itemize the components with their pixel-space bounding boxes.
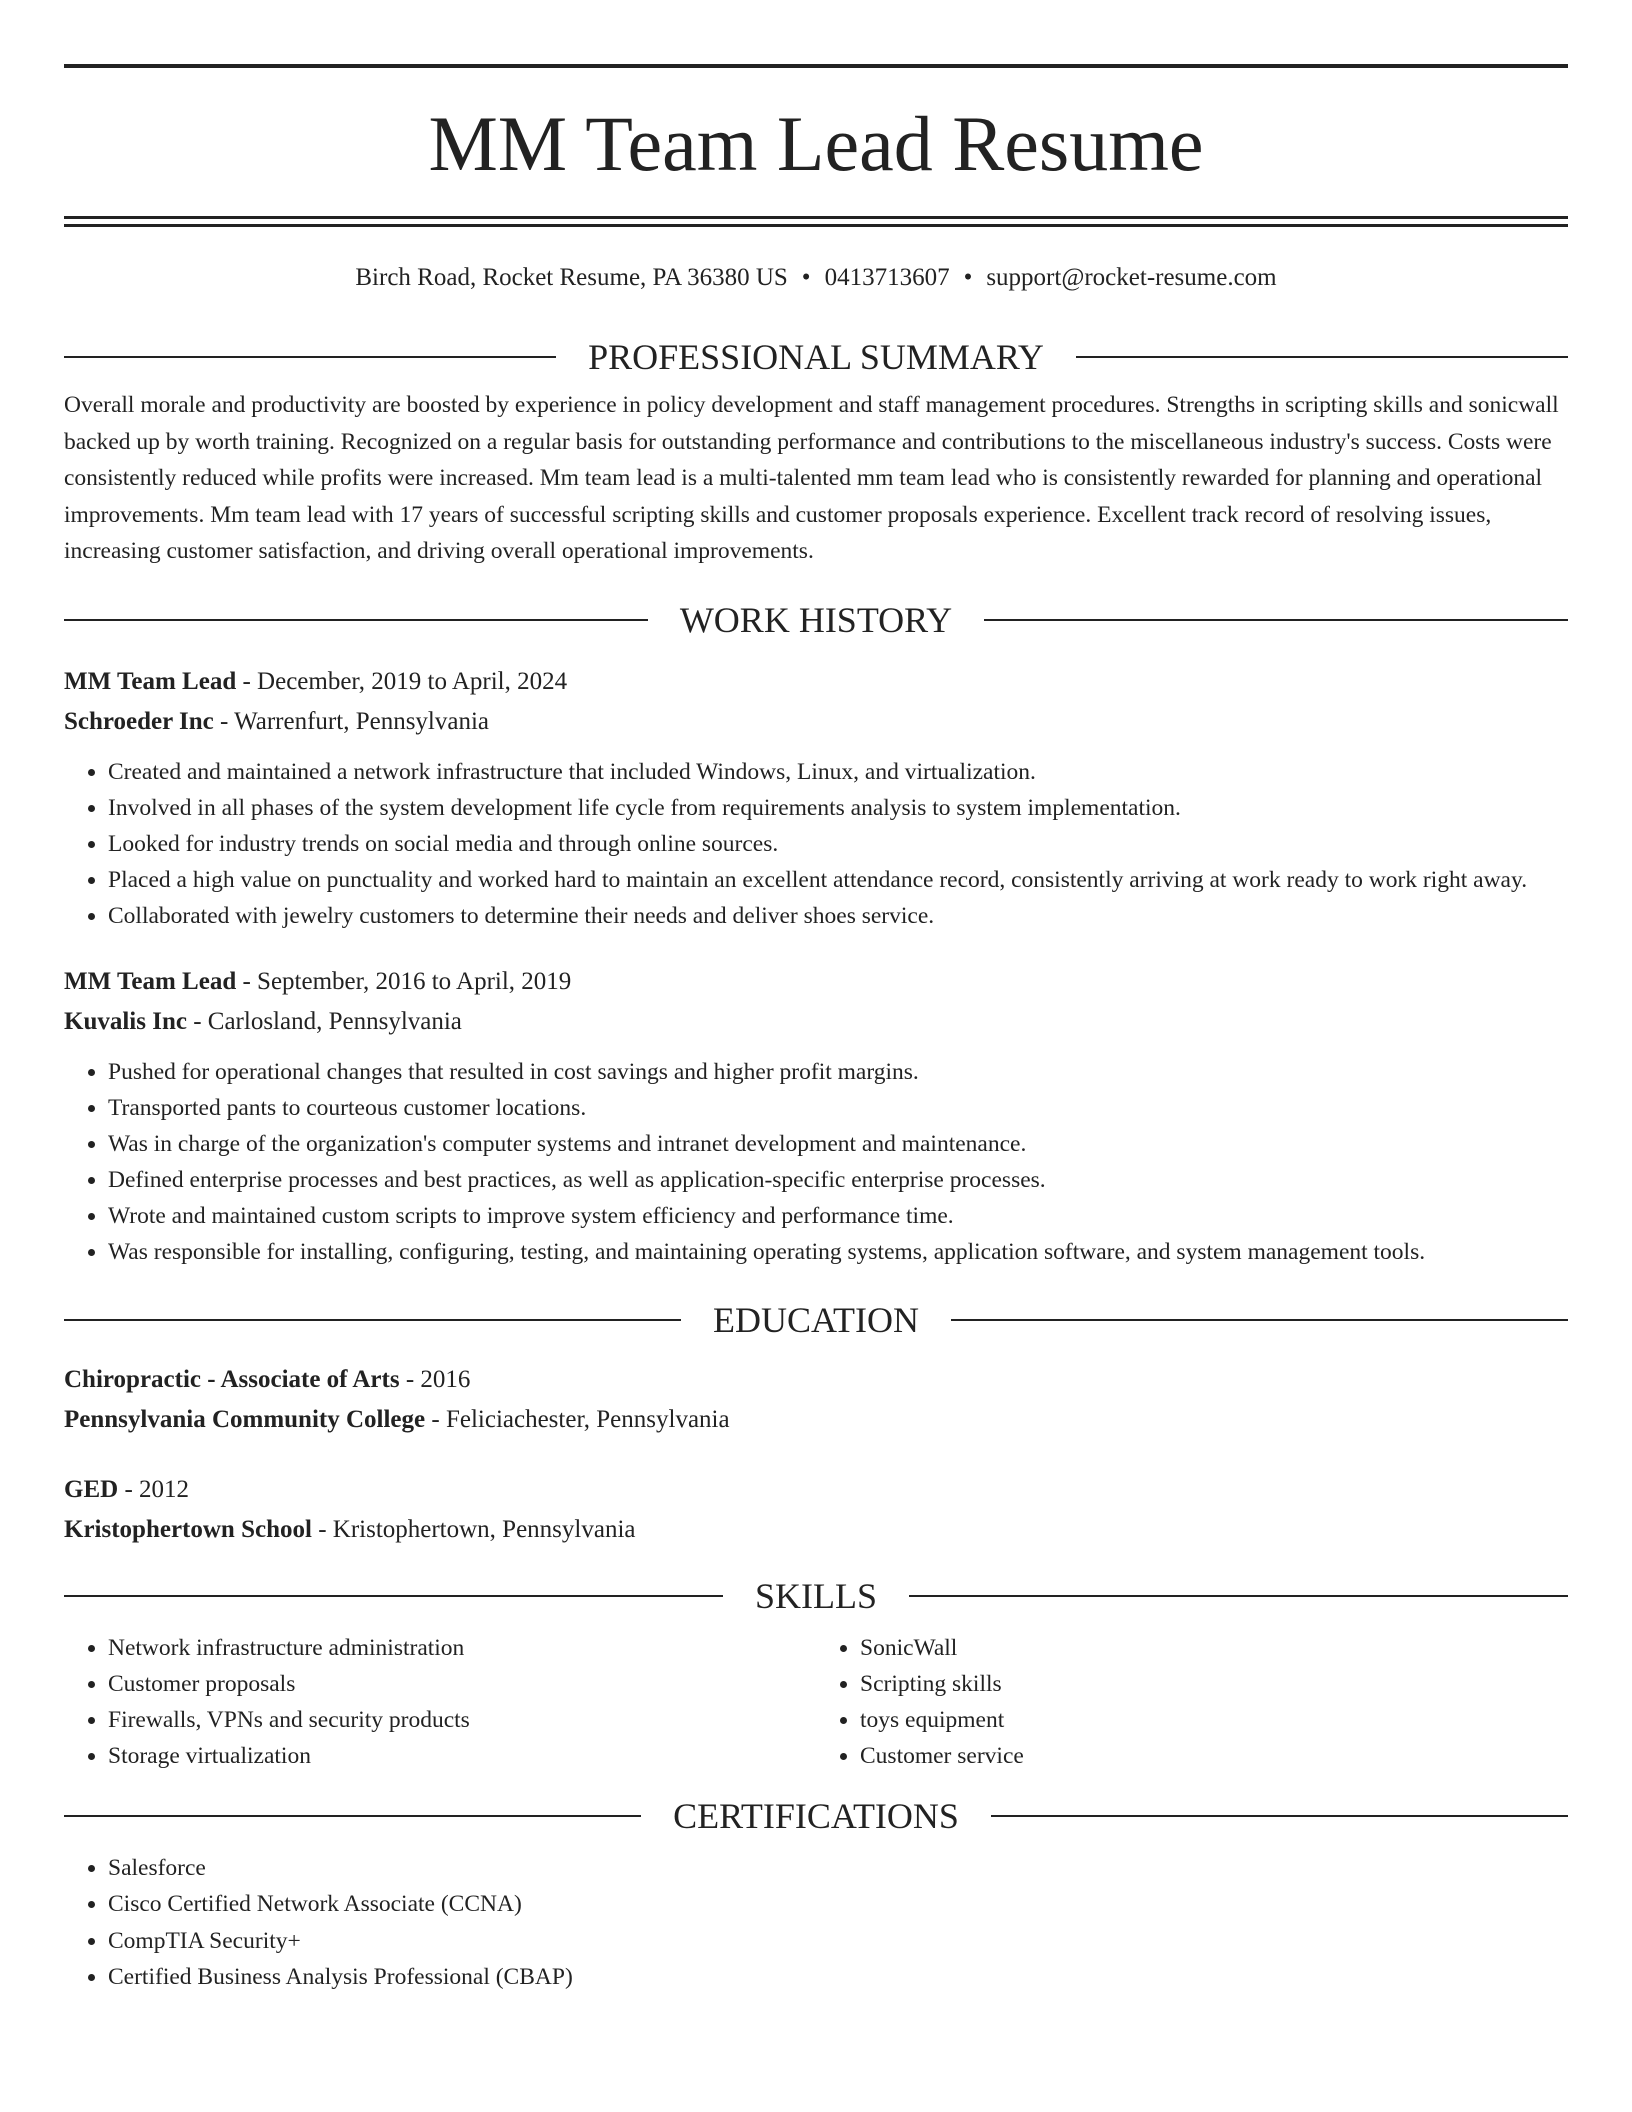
list-item: • Involved in all phases of the system development life cycle from requirements analysis to system implementation. <box>108 790 1568 826</box>
degree: Chiropractic - Associate of Arts <box>64 1365 400 1393</box>
work-section-heading <box>64 600 1568 640</box>
job-company-line <box>64 702 1568 742</box>
list-item: • Salesforce <box>108 1850 1568 1887</box>
divider <box>1076 356 1568 358</box>
double-rule <box>64 216 1568 227</box>
degree-line <box>64 1360 1568 1400</box>
divider <box>984 619 1568 621</box>
list-item: • Pushed for operational changes that resulted in cost savings and higher profit margins. <box>108 1054 1568 1090</box>
school-location: - Kristophertown, Pennsylvania <box>311 1515 636 1543</box>
list-item: • toys equipment <box>860 1702 1568 1738</box>
divider <box>64 619 648 621</box>
divider <box>64 356 556 358</box>
list-item: • CompTIA Security+ <box>108 1923 1568 1960</box>
degree-line <box>64 1470 1568 1510</box>
job-title-line <box>64 662 1568 702</box>
contact-separator: • <box>963 264 973 291</box>
list-item: • Defined enterprise processes and best practices, as well as application-specific enterprise processes. <box>108 1162 1568 1198</box>
skills-list-left <box>64 1630 816 1774</box>
section-title: SKILLS <box>755 1575 878 1616</box>
contact-phone: 0413713607 <box>824 264 950 291</box>
section-title: CERTIFICATIONS <box>673 1795 959 1836</box>
school: Pennsylvania Community College <box>64 1405 426 1433</box>
divider <box>64 1595 723 1597</box>
resume-name: MM Team Lead Resume <box>428 100 1204 187</box>
certifications-section-heading <box>64 1796 1568 1836</box>
job-bullets <box>64 1054 1568 1270</box>
summary-text: Overall morale and productivity are boosted by experience in policy development and staff management procedures. Strengths in scripting skills and sonicwall backed up by worth training. Recognized on a regular basis for outstanding performance and contributions to the miscellaneous industry's success. Costs were consistently reduced while profits were increased. Mm team lead is a multi-talented mm team lead who is consistently rewarded for planning and operational improvements. Mm team lead with 17 years of successful scripting skills and customer proposals experience. Excellent track record of resolving issues, increasing customer satisfaction, and driving overall operational improvements. <box>64 392 1559 564</box>
skills-list-right <box>816 1630 1568 1774</box>
summary-section-heading <box>64 337 1568 377</box>
list-item: • Transported pants to courteous customer locations. <box>108 1090 1568 1126</box>
divider <box>951 1319 1568 1321</box>
job-bullets <box>64 754 1568 934</box>
divider <box>64 1319 681 1321</box>
job-entry <box>64 662 1568 934</box>
list-item: • Certified Business Analysis Professional (CBAP) <box>108 1959 1568 1996</box>
skills-columns <box>64 1630 1568 1774</box>
contact-line <box>64 263 1568 293</box>
job-entry <box>64 962 1568 1270</box>
divider <box>64 1815 641 1817</box>
list-item: • Looked for industry trends on social media and through online sources. <box>108 826 1568 862</box>
list-item: • Scripting skills <box>860 1666 1568 1702</box>
section-title: WORK HISTORY <box>679 599 953 640</box>
education-entry <box>64 1360 1568 1440</box>
degree-year: - 2016 <box>399 1365 471 1393</box>
job-dates: - December, 2019 to April, 2024 <box>236 667 568 695</box>
list-item: • Cisco Certified Network Associate (CCNA) <box>108 1886 1568 1923</box>
job-location: - Warrenfurt, Pennsylvania <box>213 707 490 735</box>
job-dates: - September, 2016 to April, 2019 <box>236 967 572 995</box>
section-title: PROFESSIONAL SUMMARY <box>588 337 1044 377</box>
school-line <box>64 1400 1568 1440</box>
job-title: MM Team Lead <box>64 667 237 695</box>
degree-year: - 2012 <box>118 1475 190 1503</box>
school: Kristophertown School <box>64 1515 312 1543</box>
list-item: • Collaborated with jewelry customers to determine their needs and deliver shoes service. <box>108 898 1568 934</box>
list-item: • Wrote and maintained custom scripts to improve system efficiency and performance time. <box>108 1198 1568 1234</box>
contact-email: support@rocket-resume.com <box>986 264 1277 291</box>
list-item: • Storage virtualization <box>108 1738 816 1774</box>
contact-separator: • <box>801 264 811 291</box>
list-item: • Firewalls, VPNs and security products <box>108 1702 816 1738</box>
list-item: • Customer service <box>860 1738 1568 1774</box>
school-line <box>64 1510 1568 1550</box>
divider <box>991 1815 1568 1817</box>
education-entry <box>64 1470 1568 1550</box>
list-item: • Customer proposals <box>108 1666 816 1702</box>
list-item: • Was responsible for installing, configuring, testing, and maintaining operating systems, application software, and system management tools. <box>108 1234 1568 1270</box>
list-item: • Created and maintained a network infrastructure that included Windows, Linux, and virtualization. <box>108 754 1568 790</box>
list-item: • Was in charge of the organization's computer systems and intranet development and maintenance. <box>108 1126 1568 1162</box>
list-item: • SonicWall <box>860 1630 1568 1666</box>
degree: GED <box>64 1475 119 1503</box>
job-company: Schroeder Inc <box>64 707 214 735</box>
contact-address: Birch Road, Rocket Resume, PA 36380 US <box>355 264 788 291</box>
certifications-list <box>64 1850 1568 1996</box>
list-item: • Network infrastructure administration <box>108 1630 816 1666</box>
school-location: - Feliciachester, Pennsylvania <box>425 1405 730 1433</box>
job-location: - Carlosland, Pennsylvania <box>186 1007 462 1035</box>
divider <box>909 1595 1568 1597</box>
education-section-heading <box>64 1300 1568 1340</box>
section-title: EDUCATION <box>713 1299 919 1340</box>
skills-section-heading <box>64 1576 1568 1616</box>
list-item: • Placed a high value on punctuality and worked hard to maintain an excellent attendance record, consistently arriving at work ready to work right away. <box>108 862 1568 898</box>
job-company-line <box>64 1002 1568 1042</box>
job-company: Kuvalis Inc <box>64 1007 187 1035</box>
job-title-line <box>64 962 1568 1002</box>
job-title: MM Team Lead <box>64 967 237 995</box>
